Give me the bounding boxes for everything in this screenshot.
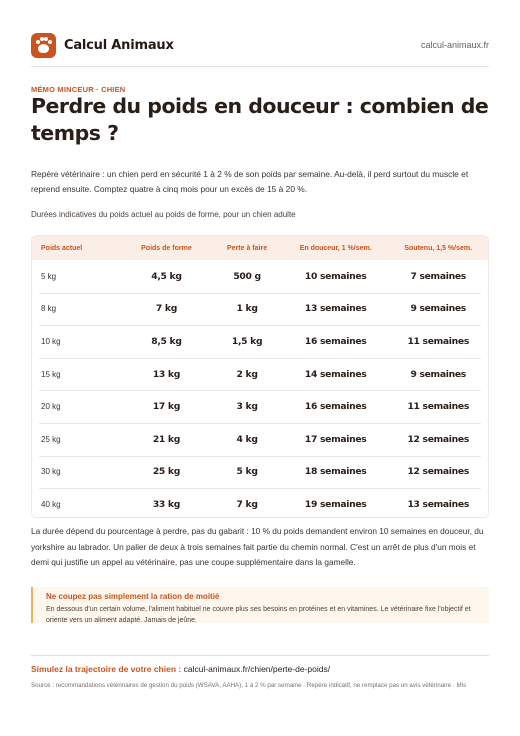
cell-target-weight: 4,5 kg bbox=[151, 270, 182, 282]
table-caption: Durées indicatives du poids actuel au poids de forme, pour un chien adulte bbox=[31, 210, 296, 219]
explanation-paragraph: La durée dépend du pourcentage à perdre, pas du gabarit : 10 % du poids demandent environ 10 semaines en douceur, du yorkshire au labrador. Un palier de deux à trois semaines fait partie du chemin normal. C'est un arrêt de plus d'un mois et demi qui justifie un appel au vétérinaire, pas une coupe supplémentaire dans la gamelle. bbox=[31, 526, 484, 567]
callout-title: Ne coupez pas simplement la ration de moitié bbox=[46, 592, 220, 601]
cell-gentle-duration: 19 semaines bbox=[304, 498, 367, 510]
cell-current-weight: 10 kg bbox=[41, 336, 61, 346]
callout-text: En dessous d'un certain volume, l'aliment habituel ne couvre plus ses besoins en protéines et en vitamines. Le vétérinaire fixe l'objectif et oriente vers un aliment adapté. Jamais de jeûne. bbox=[46, 606, 471, 624]
column-header-sustained: Soutenu, 1,5 %/sem. bbox=[404, 244, 473, 252]
column-header-loss: Perte à faire bbox=[227, 244, 268, 252]
cell-gentle-duration: 18 semaines bbox=[304, 466, 367, 478]
cell-sustained-duration: 11 semaines bbox=[407, 401, 469, 413]
cell-loss: 5 kg bbox=[236, 466, 258, 478]
column-header-target-weight: Poids de forme bbox=[141, 244, 192, 252]
cell-loss: 4 kg bbox=[236, 433, 258, 445]
site-url[interactable]: calcul-animaux.fr bbox=[420, 40, 489, 50]
table-body bbox=[32, 260, 488, 518]
cell-target-weight: 21 kg bbox=[152, 433, 181, 445]
simulator-link[interactable]: calcul-animaux.fr/chien/perte-de-poids/ bbox=[183, 664, 331, 674]
cell-gentle-duration: 16 semaines bbox=[304, 335, 367, 347]
cell-gentle-duration: 14 semaines bbox=[304, 368, 367, 380]
cell-sustained-duration: 12 semaines bbox=[407, 466, 469, 478]
kicker: MÉMO MINCEUR · CHIEN bbox=[31, 85, 126, 94]
cell-target-weight: 13 kg bbox=[152, 368, 181, 380]
paw-icon bbox=[31, 33, 56, 58]
cell-sustained-duration: 11 semaines bbox=[407, 335, 469, 347]
duration-table bbox=[31, 235, 489, 518]
table-row bbox=[32, 423, 488, 456]
cell-current-weight: 20 kg bbox=[41, 402, 61, 412]
table-row bbox=[32, 390, 488, 423]
column-header-current-weight: Poids actuel bbox=[41, 244, 83, 252]
table-row bbox=[32, 488, 488, 518]
warning-callout bbox=[31, 587, 489, 623]
cell-current-weight: 8 kg bbox=[41, 304, 57, 314]
cell-target-weight: 17 kg bbox=[152, 401, 181, 413]
table-row bbox=[32, 260, 488, 293]
page-title: Perdre du poids en douceur : combien de temps ? bbox=[31, 94, 489, 145]
cell-loss: 3 kg bbox=[236, 401, 258, 413]
cell-current-weight: 5 kg bbox=[41, 271, 57, 281]
lead-paragraph: Repère vétérinaire : un chien perd en sécurité 1 à 2 % de son poids par semaine. Au-delà, il perd surtout du muscle et reprend ensuite. Comptez quatre à cinq mois pour un excès de 15 à 20 %. bbox=[31, 169, 469, 194]
table-row bbox=[32, 358, 488, 391]
table-row bbox=[32, 456, 488, 489]
cell-target-weight: 33 kg bbox=[152, 498, 181, 510]
column-header-gentle: En douceur, 1 %/sem. bbox=[299, 244, 372, 252]
table-row bbox=[32, 325, 488, 358]
cell-loss: 2 kg bbox=[236, 368, 258, 380]
cell-sustained-duration: 7 semaines bbox=[410, 270, 466, 282]
source-note: Source : recommandations vétérinaires de gestion du poids (WSAVA, AAHA), 1 à 2 % par semaine · Repère indicatif, ne remplace pas un avis vétérinaire · Mis bbox=[31, 682, 467, 689]
cell-sustained-duration: 12 semaines bbox=[407, 433, 469, 445]
cell-loss: 1,5 kg bbox=[231, 335, 263, 347]
site-header bbox=[31, 32, 489, 58]
brand[interactable] bbox=[31, 33, 174, 58]
table-header-row bbox=[32, 236, 488, 260]
cell-target-weight: 7 kg bbox=[155, 303, 177, 315]
cell-loss: 1 kg bbox=[236, 303, 258, 315]
cell-gentle-duration: 13 semaines bbox=[304, 303, 367, 315]
cell-current-weight: 30 kg bbox=[41, 467, 61, 477]
brand-name: Calcul Animaux bbox=[64, 37, 174, 53]
cell-current-weight: 40 kg bbox=[41, 499, 61, 509]
cell-gentle-duration: 10 semaines bbox=[304, 270, 367, 282]
cell-sustained-duration: 13 semaines bbox=[407, 498, 469, 510]
cell-sustained-duration: 9 semaines bbox=[410, 303, 466, 315]
table-row bbox=[32, 293, 488, 326]
cell-gentle-duration: 17 semaines bbox=[304, 433, 367, 445]
simulator-cta bbox=[31, 664, 330, 674]
cell-target-weight: 8,5 kg bbox=[151, 335, 182, 347]
cell-loss: 500 g bbox=[233, 270, 261, 282]
header-divider bbox=[31, 66, 489, 67]
cell-loss: 7 kg bbox=[236, 498, 258, 510]
cell-target-weight: 25 kg bbox=[152, 466, 181, 478]
footer-divider bbox=[31, 655, 489, 656]
cell-current-weight: 25 kg bbox=[41, 434, 61, 444]
cell-sustained-duration: 9 semaines bbox=[410, 368, 466, 380]
cta-label: Simulez la trajectoire de votre chien : bbox=[31, 664, 182, 674]
cell-gentle-duration: 16 semaines bbox=[304, 401, 367, 413]
cell-current-weight: 15 kg bbox=[41, 369, 61, 379]
